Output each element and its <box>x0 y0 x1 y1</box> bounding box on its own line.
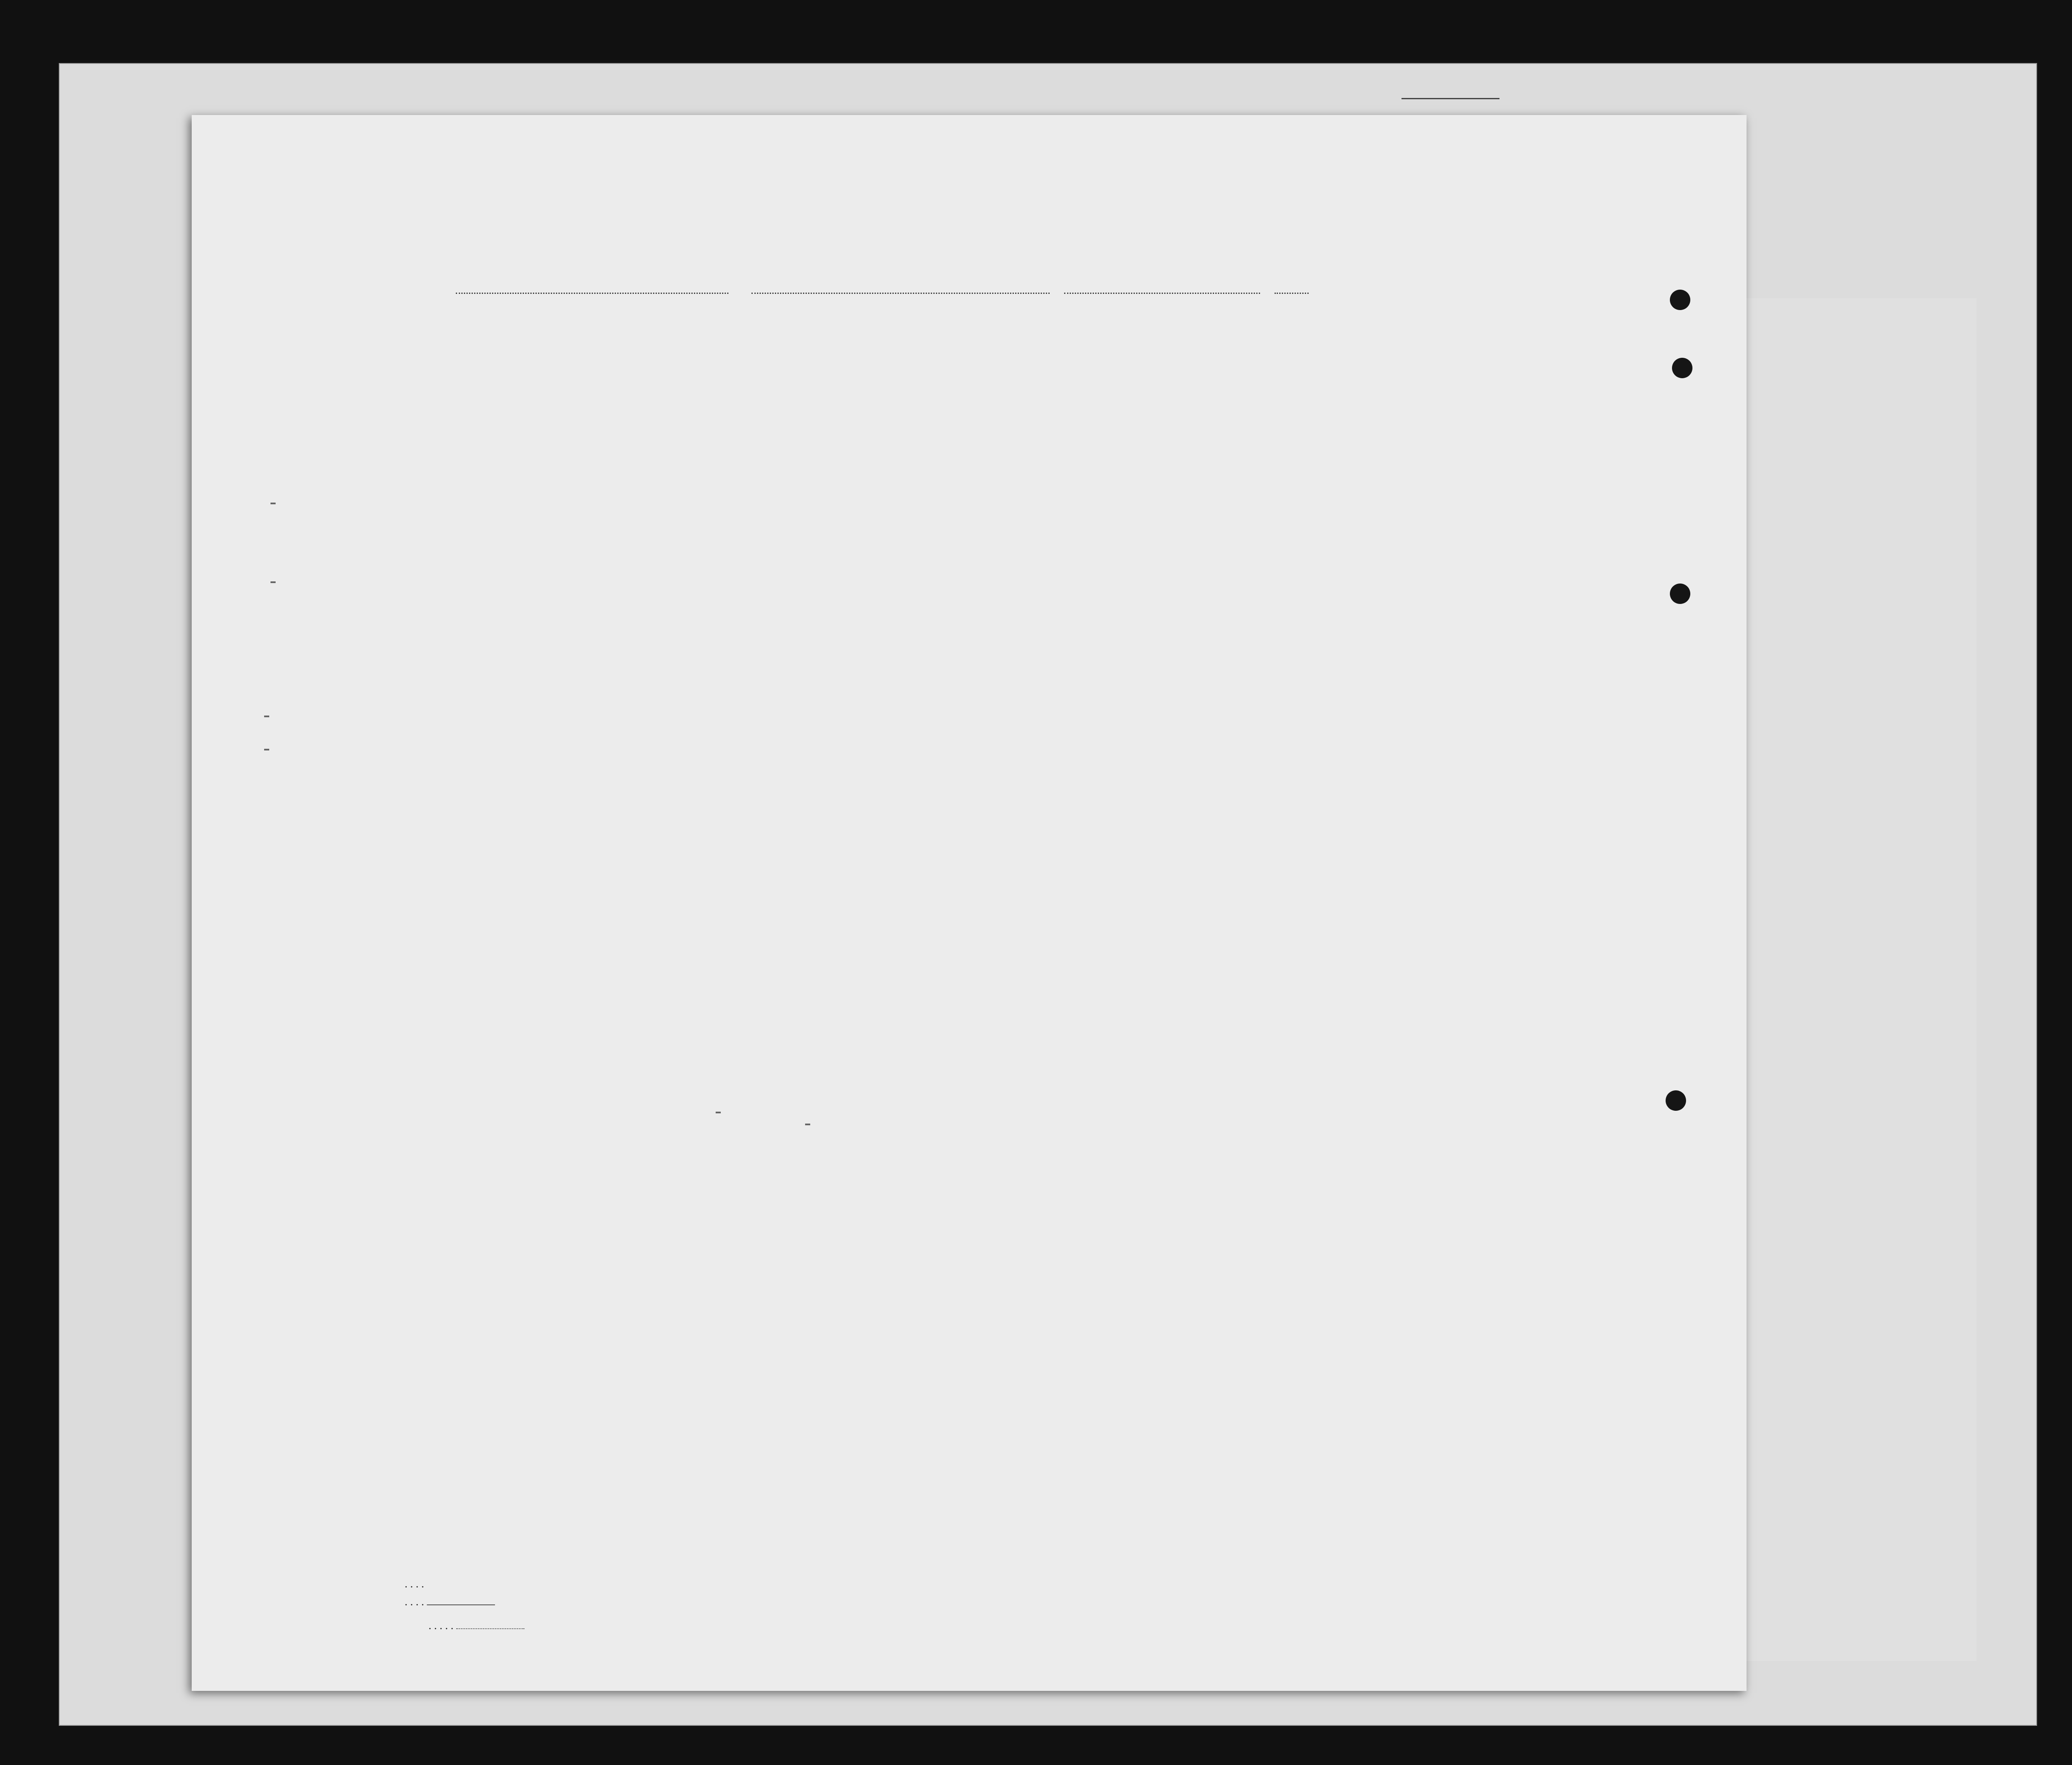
transit-stamp <box>271 503 276 504</box>
manifest-grid <box>192 115 1747 1691</box>
ship-name <box>456 293 728 294</box>
departure-port <box>751 293 1050 294</box>
under-16-stamp <box>264 749 269 750</box>
ship-line <box>456 273 1309 300</box>
totals-block: . . . . . . . . . . . . . <box>405 1572 524 1643</box>
binder-hole <box>1670 584 1690 604</box>
binder-hole <box>1666 1090 1686 1111</box>
departure-date <box>1064 293 1260 294</box>
back-list-number <box>1401 98 1499 99</box>
under-16-stamp <box>264 716 269 717</box>
year-suffix <box>1275 293 1309 294</box>
back-list-label <box>1389 81 1499 104</box>
binder-hole <box>1672 358 1692 378</box>
right-strip-sheet <box>1738 298 1977 1661</box>
transit-stamp <box>271 581 276 583</box>
in-hospital-stamp <box>716 1112 721 1113</box>
binder-hole <box>1670 290 1690 310</box>
discharged-stamp <box>805 1124 810 1125</box>
main-manifest-sheet <box>192 115 1747 1691</box>
